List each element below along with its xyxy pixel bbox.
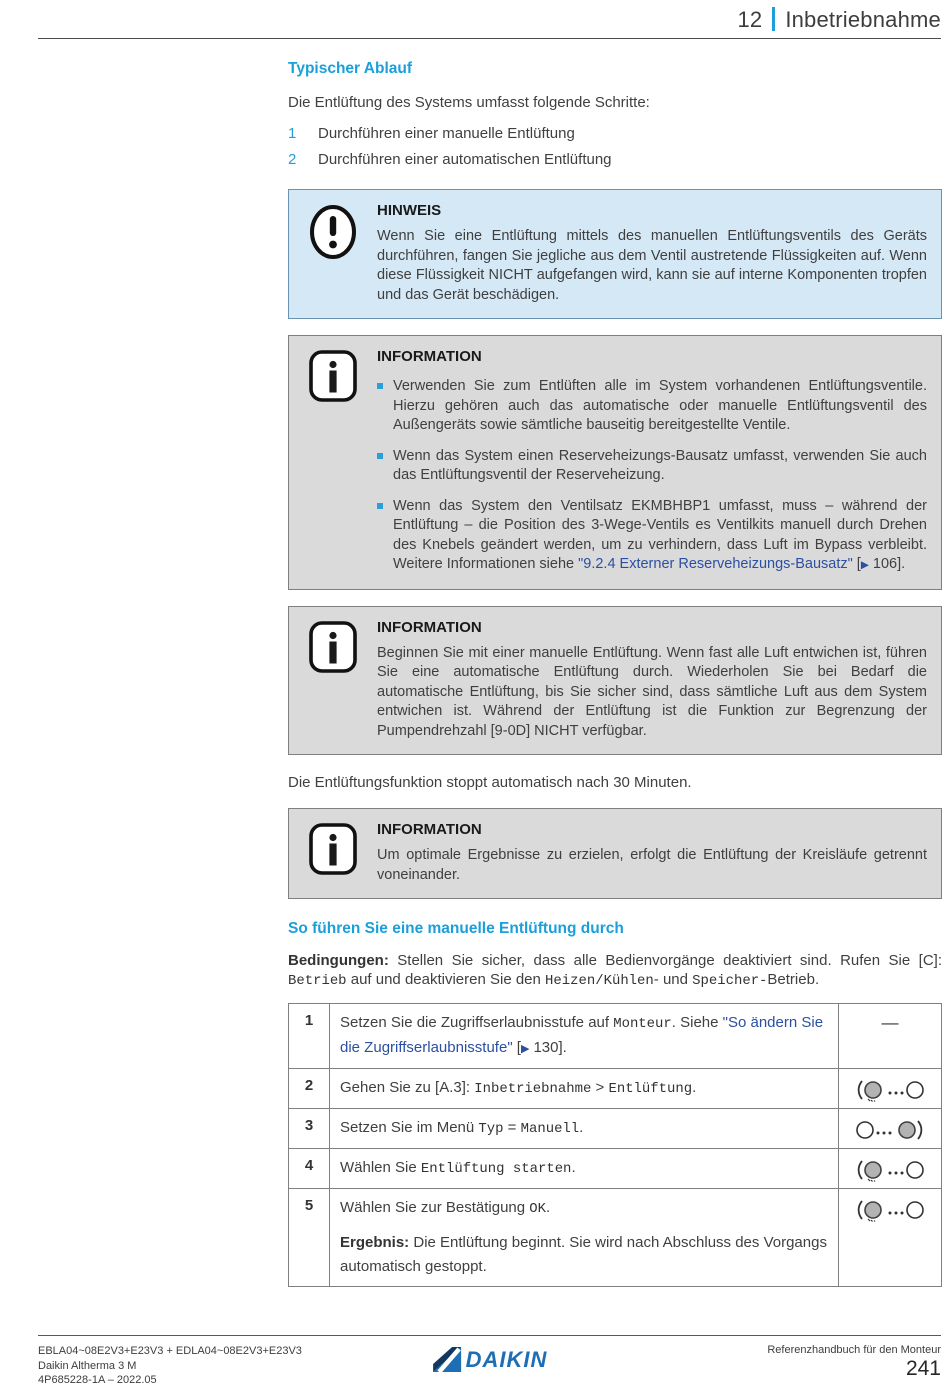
control-icon-cell <box>839 1189 942 1287</box>
info-box-3 <box>288 808 942 899</box>
control-icon-cell <box>839 1069 942 1109</box>
chapter-number: 12 <box>737 7 763 32</box>
list-item <box>288 147 942 173</box>
chapter-title: Inbetriebnahme <box>785 7 941 32</box>
instruction-cell <box>330 1109 839 1149</box>
chapter-divider-bar <box>772 7 775 31</box>
turn-left-dial-icon <box>854 1078 926 1102</box>
instruction-text: Wählen Sie Entlüftung starten. <box>340 1159 576 1177</box>
step-text: Durchführen einer automatischen Entlüftung <box>318 151 612 168</box>
page-header <box>0 0 950 39</box>
info-text: Beginnen Sie mit einer manuelle Entlüftung. Wenn fast alle Luft entwichen ist, führen Sie eine automatische Entlüftung durch. Wiederholen Sie bei Bedarf die automatische Entlüftung, bis Sie sicher sind, dass sämtliche Luft aus dem System entwichen ist. Während der Entlüftung ist die Funktion zur Begrenzung der Pumpendrehzahl [9-0D] NICHT verfügbar. <box>377 644 927 739</box>
procedure-table <box>288 1003 942 1287</box>
daikin-logo-mark-icon <box>432 1346 462 1373</box>
instruction-cell <box>330 1149 839 1189</box>
step-text: Durchführen einer manuelle Entlüftung <box>318 125 575 142</box>
info-title: INFORMATION <box>377 348 482 365</box>
bullet-square-icon <box>377 383 383 389</box>
numbered-steps-list <box>288 121 942 173</box>
bullet-text: Wenn das System den Ventilsatz EKMBHBP1 umfasst, muss – während der Entlüftung – die Position des 3-Wege-Ventils es Ventilkits manuell durch Drehen des Knebels geändert werden, um zu verhindern, dass Luft im Bypass verbleibt. Weitere Informationen siehe "9.2.4 Externer Reserveheizungs-Bausatz" [▶ 106]. <box>393 497 927 572</box>
doc-code-line: 4P685228-1A – 2022.05 <box>38 1374 157 1386</box>
info-icon-column <box>289 336 377 589</box>
content-column <box>288 59 942 1287</box>
information-icon <box>308 620 358 674</box>
auto-stop-paragraph: Die Entlüftungsfunktion stoppt automatisch nach 30 Minuten. <box>288 774 692 791</box>
bullet-item <box>377 377 927 436</box>
row-number-cell: 1 <box>289 1004 330 1069</box>
table-row <box>289 1004 942 1069</box>
notice-icon-column <box>289 190 377 318</box>
notice-text: Wenn Sie eine Entlüftung mittels des manuellen Entlüftungsventils des Geräts durchführen, fangen Sie jegliche aus dem Ventil austretende Flüssigkeiten auf. Wenn diese Flüssigkeit NICHT aufgefangen wird, kann sie auf interne Komponenten tropfen und das Gerät beschädigen. <box>377 228 927 303</box>
notice-body <box>377 190 941 318</box>
instruction-text: Wählen Sie zur Bestätigung OK. <box>340 1199 551 1217</box>
turn-left-dial-icon <box>854 1198 926 1222</box>
info-body <box>377 607 941 755</box>
daikin-logo <box>432 1346 548 1373</box>
info-title: INFORMATION <box>377 821 482 838</box>
header-rule <box>38 38 941 39</box>
page-number: 241 <box>905 1357 941 1380</box>
control-icon-cell <box>839 1149 942 1189</box>
notice-title: HINWEIS <box>377 202 442 219</box>
information-icon <box>308 349 358 403</box>
conditions-paragraph: Bedingungen: Stellen Sie sicher, dass alle Bedienvorgänge deaktiviert sind. Rufen Sie [C]: Betrieb auf und deaktivieren Sie den Heizen/Kühlen- und Speicher-Betrieb. <box>288 952 942 989</box>
table-row <box>289 1189 942 1287</box>
doc-label: Referenzhandbuch für den Monteur <box>767 1344 941 1356</box>
info-body <box>377 809 941 898</box>
info-body <box>377 336 941 589</box>
info-text: Um optimale Ergebnisse zu erzielen, erfolgt die Entlüftung der Kreisläufe getrennt voneinander. <box>377 847 927 883</box>
chapter-heading <box>0 7 950 33</box>
info-box-2 <box>288 606 942 756</box>
table-row <box>289 1149 942 1189</box>
product-line: Daikin Altherma 3 M <box>38 1359 137 1372</box>
cross-reference-link[interactable]: "9.2.4 Externer Reserveheizungs-Bausatz" <box>578 556 853 572</box>
row-number-cell: 5 <box>289 1189 330 1287</box>
daikin-logo-text: DAIKIN <box>465 1346 548 1372</box>
no-action-dash: — <box>881 1013 899 1032</box>
instruction-text: Setzen Sie im Menü Typ = Manuell. <box>340 1119 584 1137</box>
exclamation-circle-icon <box>308 203 358 261</box>
page-footer <box>0 1335 950 1390</box>
instruction-text: Setzen Sie die Zugriffserlaubnisstufe auf Monteur. Siehe "So ändern Sie die Zugriffserlaubnisstufe" [▶ 130]. <box>340 1014 824 1056</box>
row-number-cell: 3 <box>289 1109 330 1149</box>
bullet-item <box>377 497 927 576</box>
section-heading-manual-venting: So führen Sie eine manuelle Entlüftung durch <box>288 920 624 937</box>
instruction-text: Gehen Sie zu [A.3]: Inbetriebnahme > Entlüftung. <box>340 1079 697 1097</box>
info-box-1 <box>288 335 942 590</box>
control-icon-cell <box>839 1109 942 1149</box>
notice-box <box>288 189 942 319</box>
bullet-square-icon <box>377 503 383 509</box>
information-icon <box>308 822 358 876</box>
footer-rule <box>38 1335 941 1336</box>
bullet-item <box>377 447 927 486</box>
row-number-cell: 2 <box>289 1069 330 1109</box>
bullet-square-icon <box>377 453 383 459</box>
list-item <box>288 121 942 147</box>
cross-reference-link[interactable]: "So ändern Sie die Zugriffserlaubnisstufe" <box>340 1014 824 1056</box>
control-icon-cell <box>839 1004 942 1069</box>
bullet-text: Verwenden Sie zum Entlüften alle im System vorhandenen Entlüftungsventile. Hierzu gehören auch das automatische oder manuelle Entlüftungsventil des Außengeräts sowie sämtliche bauseitig bereitgestellte Ventile. <box>393 378 927 433</box>
bullet-text: Wenn das System einen Reserveheizungs-Bausatz umfasst, verwenden Sie auch das Entlüftungsventil der Reserveheizung. <box>393 447 927 483</box>
step-number: 1 <box>288 125 297 142</box>
instruction-cell <box>330 1004 839 1069</box>
footer-doc-info <box>767 1344 941 1380</box>
table-row <box>289 1069 942 1109</box>
intro-paragraph: Die Entlüftung des Systems umfasst folgende Schritte: <box>288 94 650 111</box>
turn-left-dial-icon <box>854 1158 926 1182</box>
table-row <box>289 1109 942 1149</box>
model-line: EBLA04~08E2V3+E23V3 + EDLA04~08E2V3+E23V3 <box>38 1345 302 1357</box>
row-number-cell: 4 <box>289 1149 330 1189</box>
info-icon-column <box>289 809 377 898</box>
section-heading-typical-flow: Typischer Ablauf <box>288 60 413 77</box>
turn-right-dial-icon <box>854 1118 926 1142</box>
instruction-cell <box>330 1189 839 1287</box>
instruction-cell <box>330 1069 839 1109</box>
footer-model-info <box>38 1344 302 1388</box>
result-text: Ergebnis: Die Entlüftung beginnt. Sie wird nach Abschluss des Vorgangs automatisch gestoppt. <box>340 1234 827 1275</box>
info-title: INFORMATION <box>377 618 482 636</box>
step-number: 2 <box>288 151 297 168</box>
info-icon-column <box>289 607 377 755</box>
